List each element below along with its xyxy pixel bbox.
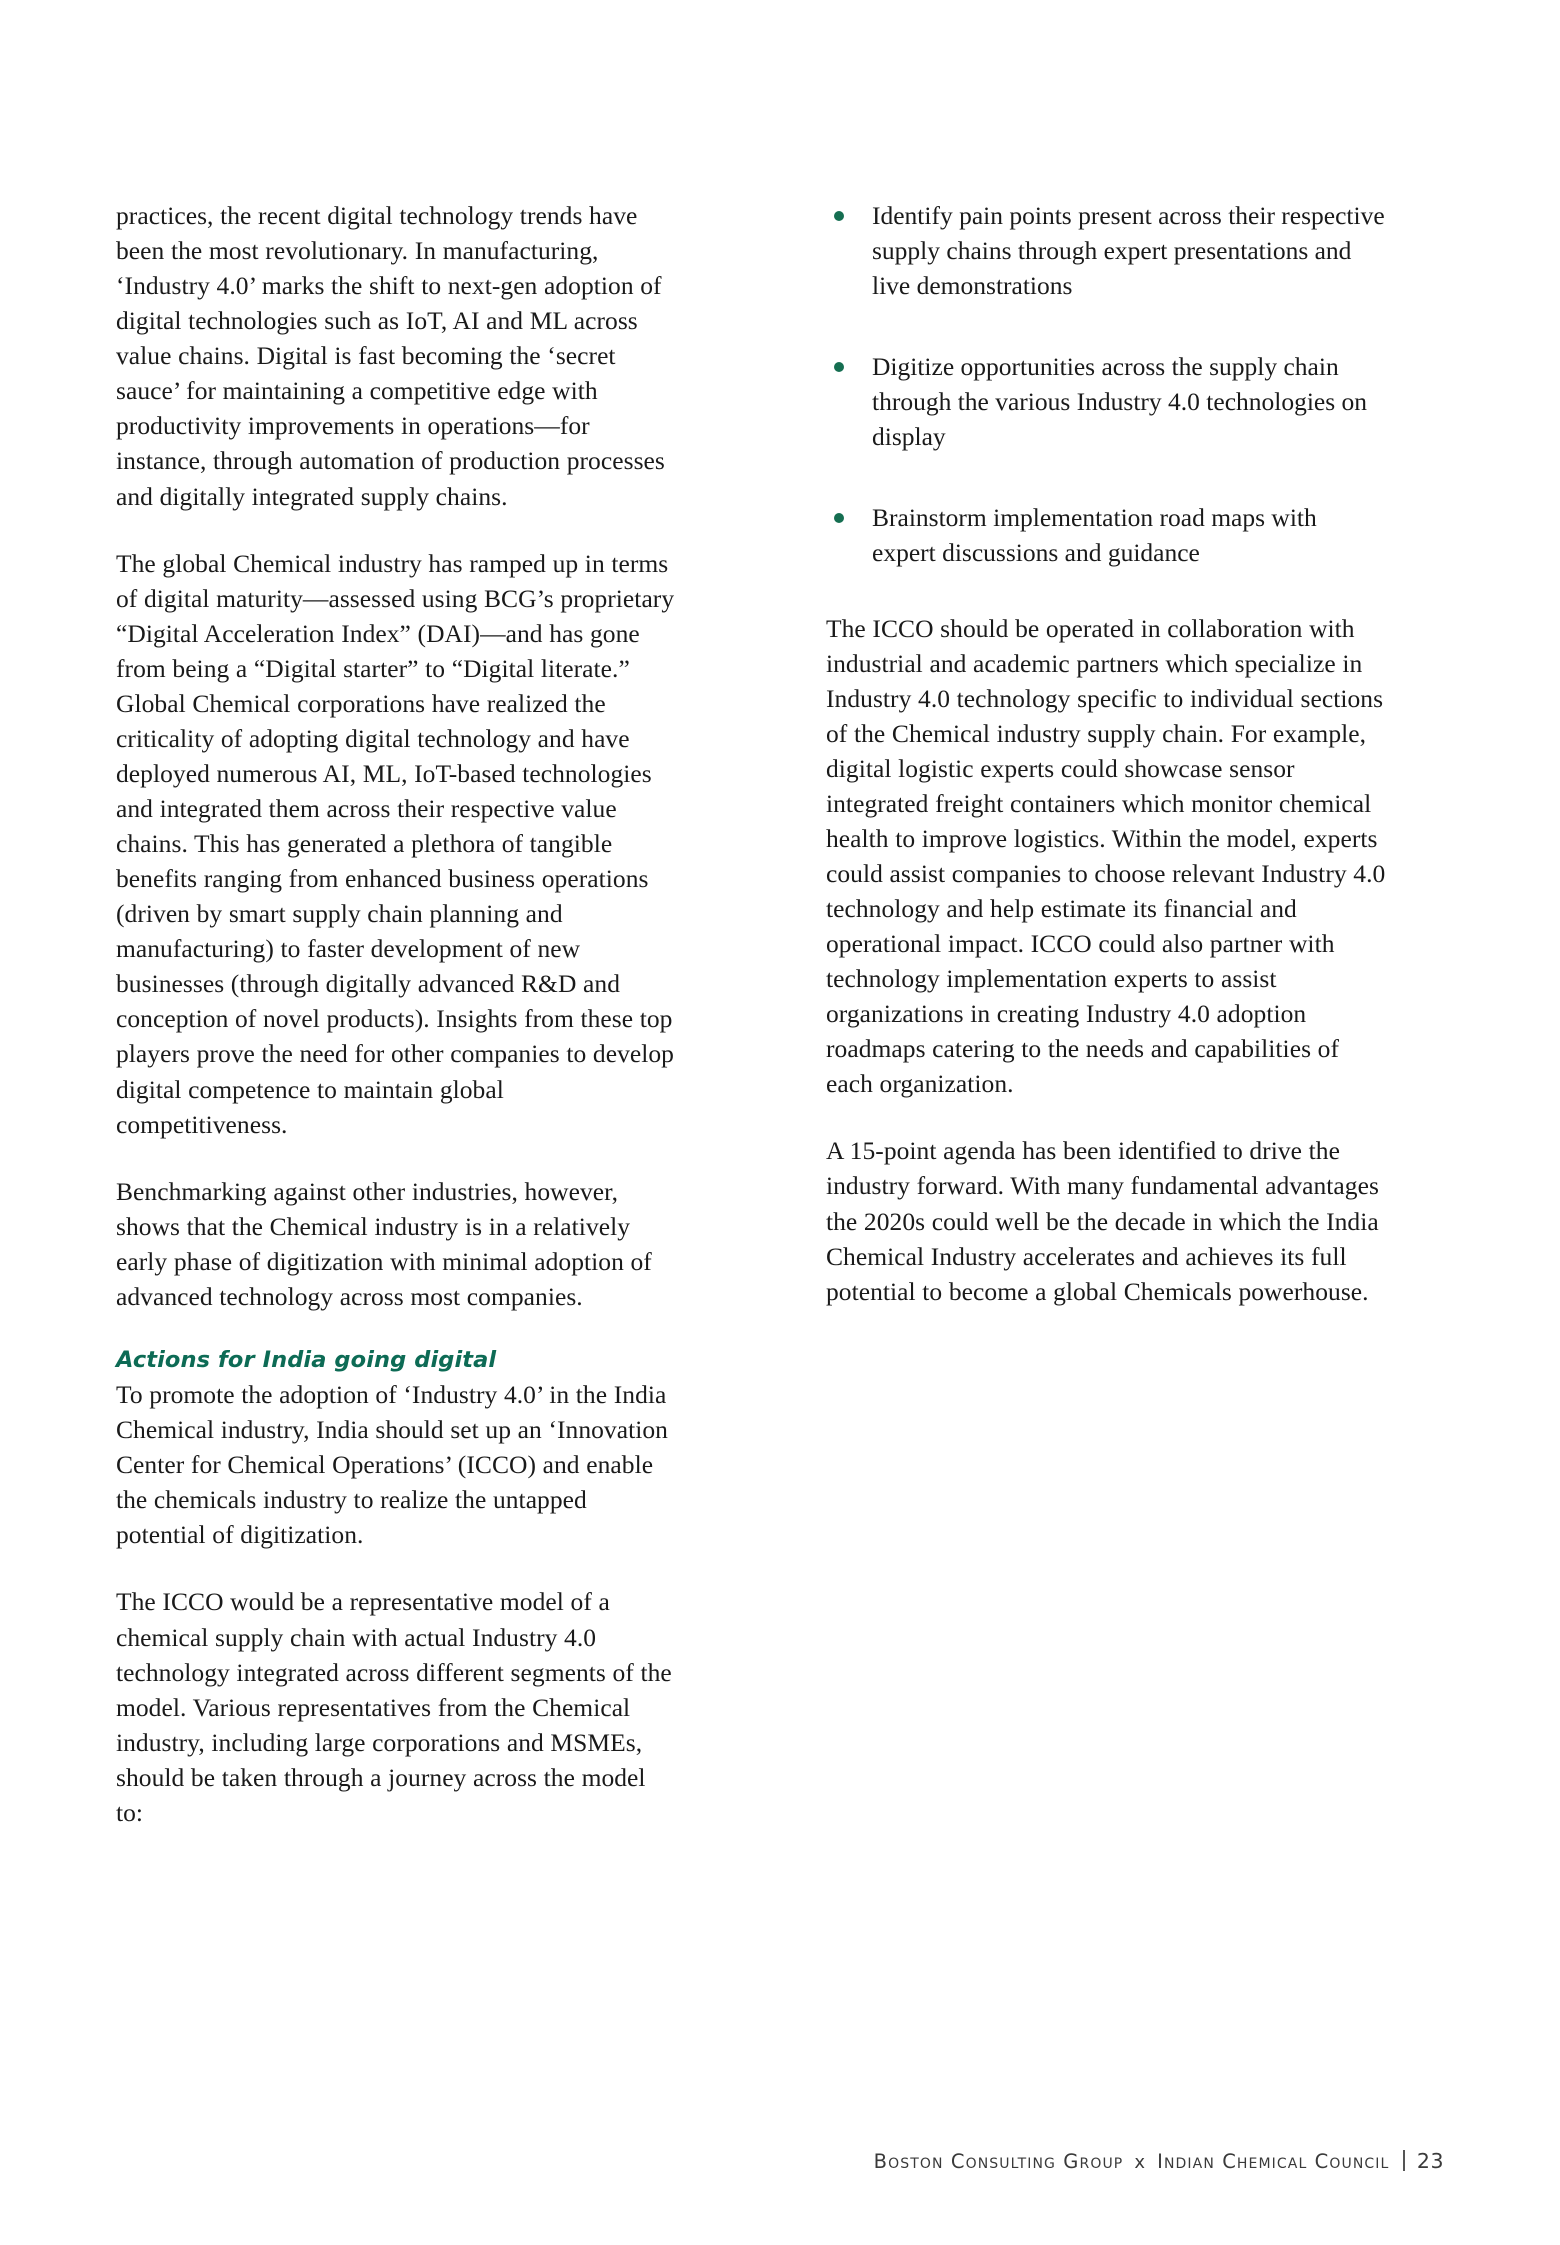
- list-item: [826, 500, 1386, 570]
- paragraph: Benchmarking against other industries, however, shows that the Chemical industry is in a relatively early phase of digitization with minimal adoption of advanced technology across most companies.: [116, 1176, 652, 1311]
- list-item: [826, 198, 1386, 303]
- right-column: [826, 198, 1386, 1830]
- paragraph: The ICCO would be a representative model of a chemical supply chain with actual Industry 4.0 technology integrated across different segments of the model. Various representatives from the Chemical industry, including large corporations and MSMEs, should be taken through a journey across the model to:: [116, 1587, 672, 1827]
- footer-organization-icc: Indian Chemical Council: [1157, 2150, 1390, 2173]
- list-item: [826, 349, 1386, 454]
- paragraph: A 15-point agenda has been identified to drive the industry forward. With many fundamental advantages the 2020s could well be the decade in which the India Chemical Industry accelerates and achieves its full potential to become a global Chemicals powerhouse.: [826, 1136, 1379, 1306]
- footer-organization-bcg: Boston Consulting Group: [873, 2150, 1124, 2173]
- paragraph: To promote the adoption of ‘Industry 4.0’ in the India Chemical industry, India should set up an ‘Innovation Center for Chemical Operations’ (ICCO) and enable the chemicals industry to realize the untapped potential of digitization.: [116, 1380, 668, 1550]
- list-item-label: Identify pain points present across their respective supply chains through expert presentations and live demonstrations: [872, 201, 1385, 301]
- list-item-label: Brainstorm implementation road maps with expert discussions and guidance: [872, 503, 1317, 568]
- section-heading-actions-for-india-going-digital: Actions for India going digital: [116, 1346, 497, 1373]
- list-item-label: Digitize opportunities across the supply chain through the various Industry 4.0 technologies on display: [872, 352, 1368, 452]
- bullet-list: [826, 198, 1386, 571]
- page-number: 23: [1416, 2149, 1444, 2173]
- paragraph: practices, the recent digital technology trends have been the most revolutionary. In manufacturing, ‘Industry 4.0’ marks the shift to next-gen adoption of digital technologies such as IoT, AI and ML across value chains. Digital is fast becoming the ‘secret sauce’ for maintaining a competitive edge with productivity improvements in operations—for instance, through automation of production processes and digitally integrated supply chains.: [116, 201, 665, 511]
- footer-text: [874, 2147, 1444, 2173]
- paragraph: The ICCO should be operated in collaboration with industrial and academic partners which specialize in Industry 4.0 technology specific to individual sections of the Chemical industry supply chain. For example, digital logistic experts could showcase sensor integrated freight containers which monitor chemical health to improve logistics. Within the model, experts could assist companies to choose relevant Industry 4.0 technology and help estimate its financial and operational impact. ICCO could also partner with technology implementation experts to assist organizations in creating Industry 4.0 adoption roadmaps catering to the needs and capabilities of each organization.: [826, 613, 1386, 1099]
- bullet-dot-icon: [834, 362, 844, 372]
- left-column: [116, 198, 676, 1830]
- footer-separator: x: [1134, 2152, 1147, 2173]
- paragraph: The global Chemical industry has ramped up in terms of digital maturity—assessed using BCG’s proprietary “Digital Acceleration Index” (DAI)—and has gone from being a “Digital starter” to “Digital literate.” Global Chemical corporations have realized the criticality of adopting digital technology and have deployed numerous AI, ML, IoT-based technologies and integrated them across their respective value chains. This has generated a plethora of tangible benefits ranging from enhanced business operations (driven by smart supply chain planning and manufacturing) to faster development of new businesses (through digitally advanced R&D and conception of novel products). Insights from these top players prove the need for other companies to develop digital competence to maintain global competitiveness.: [116, 548, 675, 1139]
- page-footer: [0, 2125, 1560, 2245]
- footer-divider: [1403, 2150, 1405, 2171]
- bullet-dot-icon: [834, 513, 844, 523]
- two-column-body: [116, 198, 1446, 1830]
- bullet-dot-icon: [834, 211, 844, 221]
